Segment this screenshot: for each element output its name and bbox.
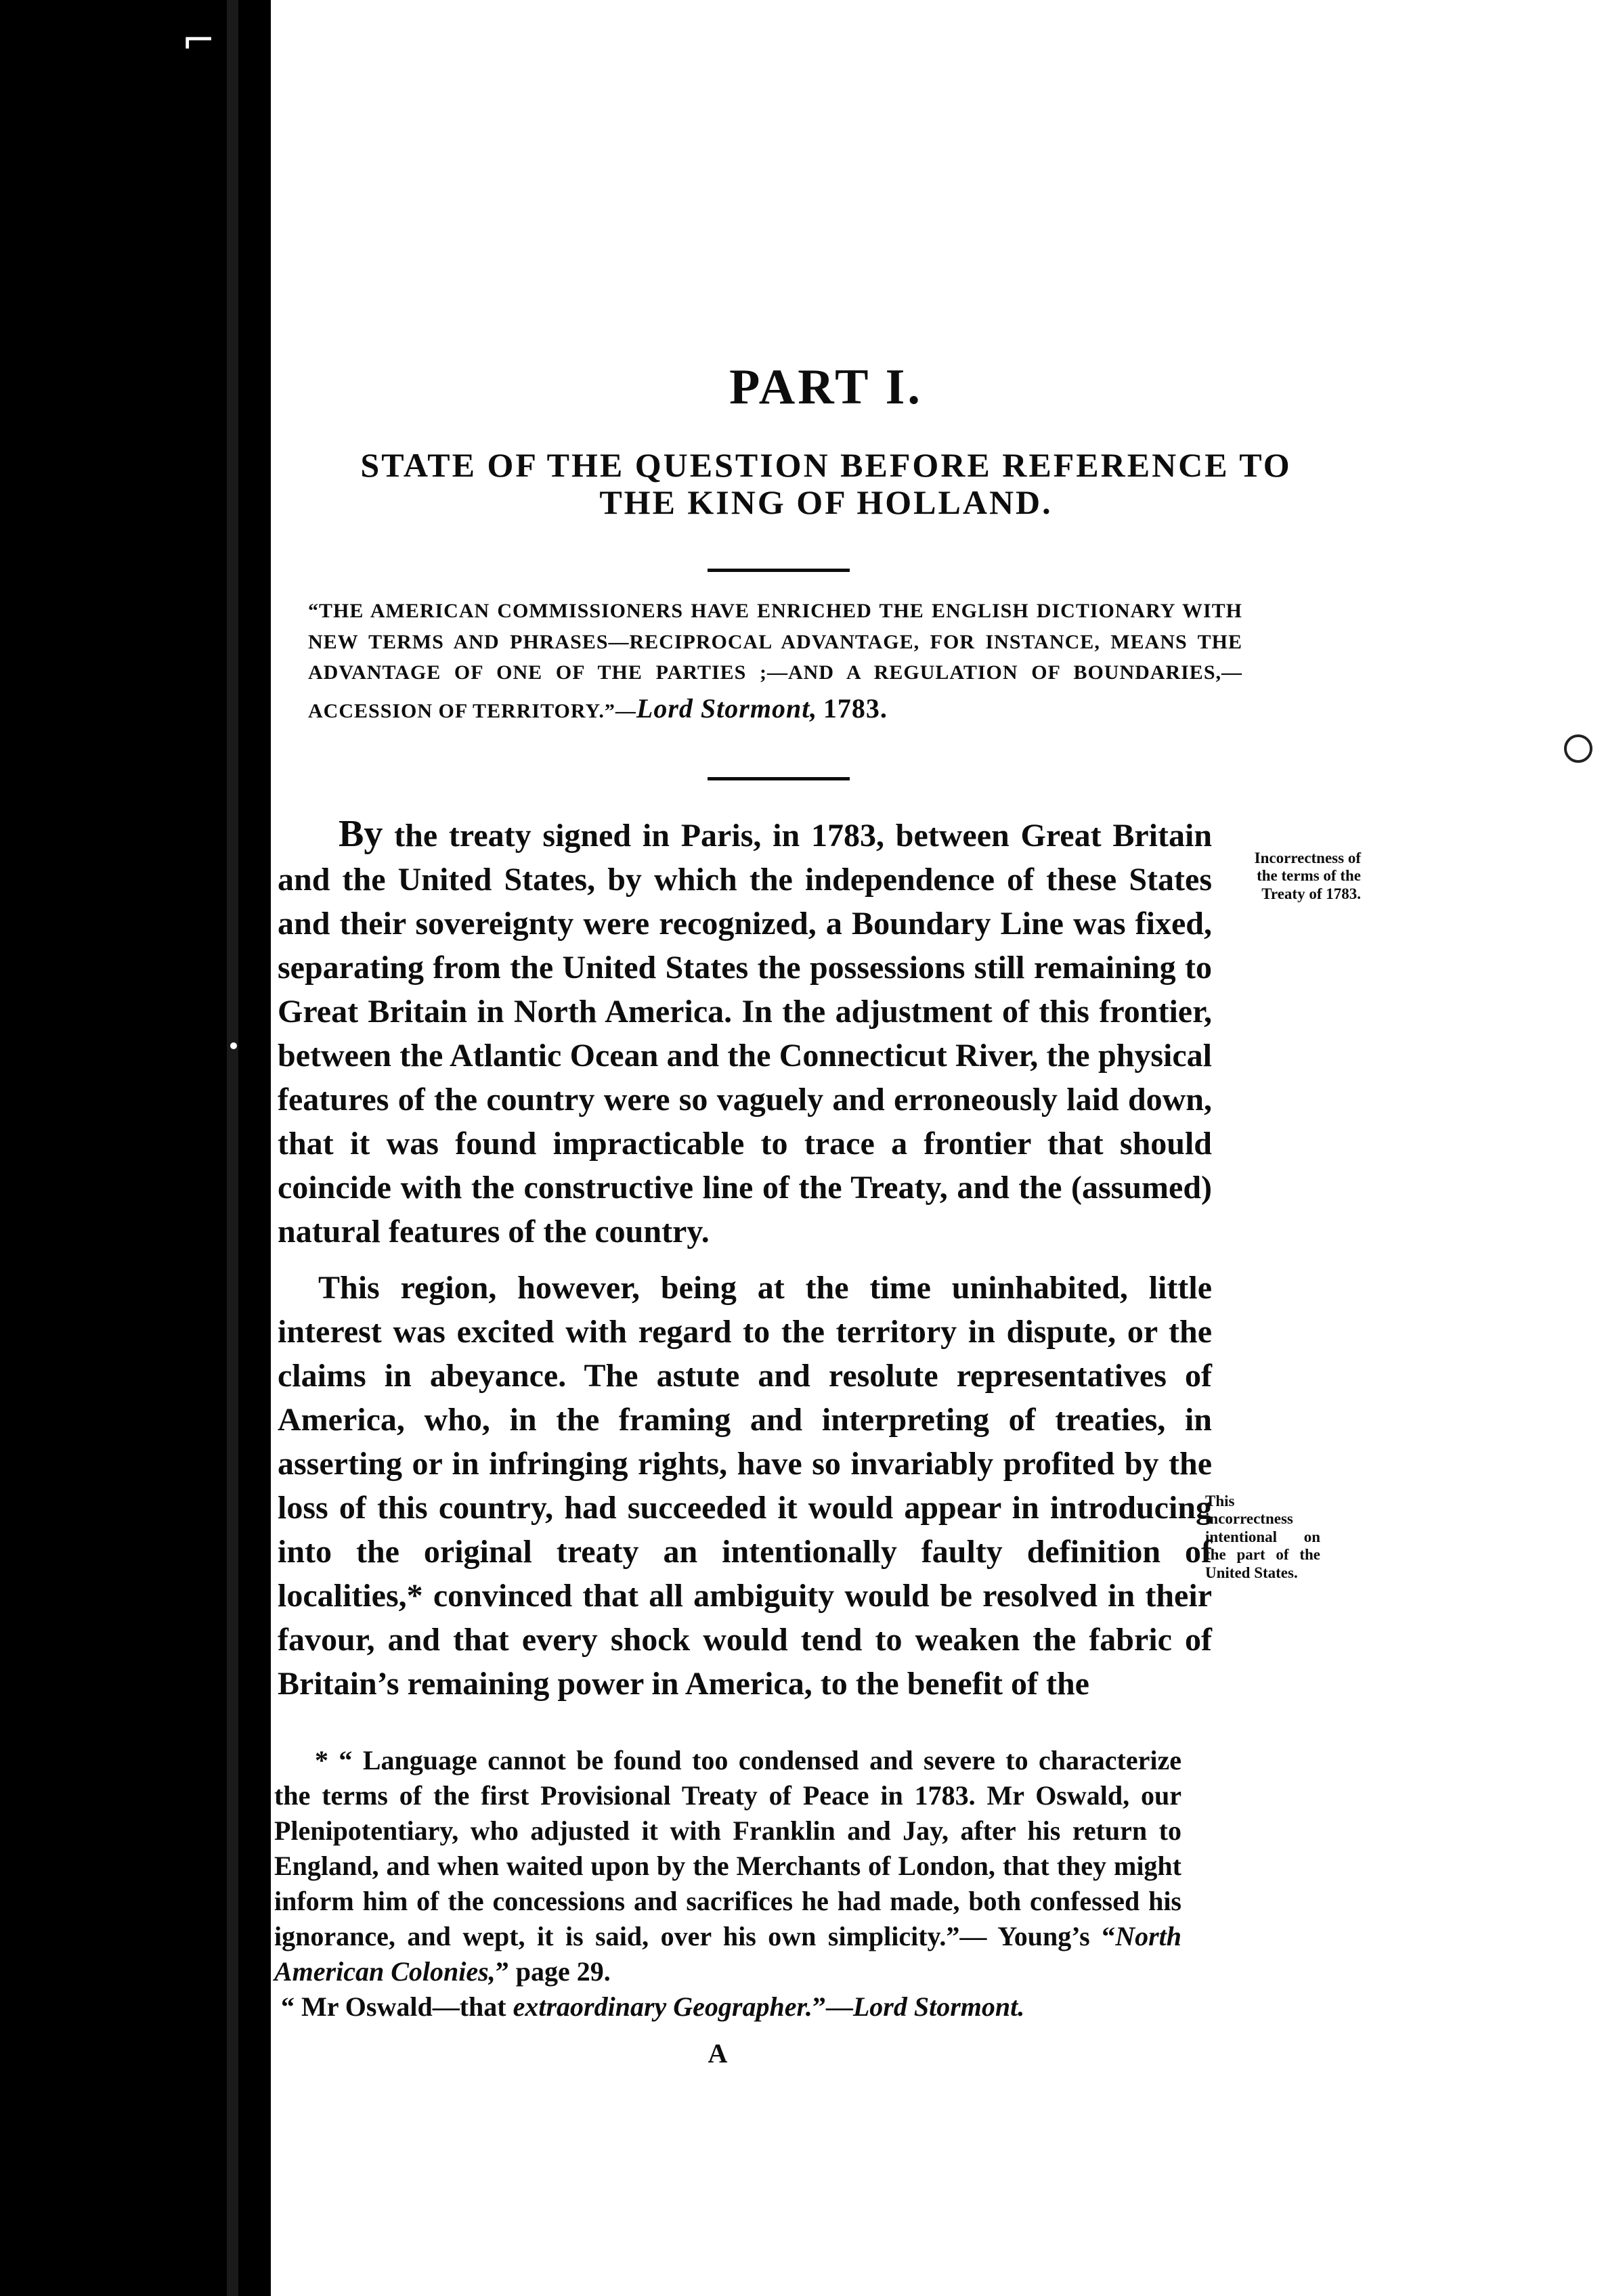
- footnote-author: Lord Stormont.: [852, 1991, 1025, 2022]
- epigraph-author: Lord Stormont,: [636, 692, 818, 724]
- epigraph: [308, 596, 1242, 730]
- paragraph-2: This region, however, being at the time uninhabited, little interest was excited with regard to the territory in dispute, or the claims in abeyance. The astute and resolute representatives of America, who, in the framing and interpreting of treaties, in asserting or in infringing rights, have so invariably profited by the loss of this country, had succeeded it would appear in introducing into the original treaty an intentionally faulty definition of localities,* convinced that all ambiguity would be resolved in their favour, and that every shock would tend to weaken the fabric of Britain’s remaining power in America, to the benefit of the: [278, 1270, 1212, 1702]
- part-heading: PART I.: [729, 359, 923, 415]
- footnote-oswald-italic: extraordinary Geographer.: [513, 1991, 812, 2022]
- epigraph-year: 1783.: [823, 692, 888, 724]
- paragraph-1-text: the treaty signed in Paris, in 1783, between Great Britain and the United States, by which the independence of these States and their sovereignty were recognized, a Boundary Line was fixed, separating from the United States the possessions still remaining to Great Britain in North America. In the adjustment of this frontier, between the Atlantic Ocean and the Connecticut River, the physical features of the country were so vaguely and erroneously laid down, that it was found impracticable to trace a frontier that should coincide with the constructive line of the Treaty, and the (assumed) natural features of the country.: [278, 818, 1213, 1250]
- section-heading: STATE OF THE QUESTION BEFORE REFERENCE TO THE KING OF HOLLAND.: [360, 446, 1292, 521]
- paragraph-1-lead: By: [339, 813, 383, 855]
- binding-hole: [1564, 734, 1592, 763]
- paragraph-1: [278, 812, 1212, 1254]
- sidenote-incorrectness: Incorrectness of the terms of the Treaty of 1783.: [1254, 849, 1361, 902]
- footnote: [274, 1743, 1181, 2025]
- footnote-book-title: North American Colonies,: [274, 1921, 1181, 1987]
- sidenote-intentional: This incorrectness intentional on the part of the United States.: [1205, 1493, 1320, 1581]
- footnote-page-ref: ” page 29.: [495, 1956, 611, 1987]
- divider-rule-bottom: [708, 777, 850, 780]
- footnote-dash: ”—: [812, 1991, 853, 2022]
- scan-artifact-mark: ⌐: [181, 17, 216, 64]
- footnote-quote-text: * “ Language cannot be found too condensed and severe to characterize the terms of the first Provisional Treaty of Peace in 1783. Mr Oswald, our Plenipotentiary, who adjusted it with Franklin and Jay, after his return to England, and when waited upon by the Merchants of London, that they might inform him of the concessions and sacrifices he had made, both confessed his ignorance, and wept, it is said, over his own simplicity.”— Young’s “: [274, 1745, 1181, 1951]
- divider-rule-top: [708, 569, 850, 572]
- footnote-oswald-text: “ Mr Oswald—that: [281, 1991, 513, 2022]
- epigraph-text: “THE AMERICAN COMMISSIONERS HAVE ENRICHED THE ENGLISH DICTIONARY WITH NEW TERMS AND PHRASES—RECIPROCAL ADVANTAGE, FOR INSTANCE, MEANS THE ADVANTAGE OF ONE OF THE PARTIES ;—AND A REGULATION OF BOUNDARIES,—ACCESSION OF TERRITORY.”—: [308, 600, 1242, 722]
- footnote-oswald: [274, 1989, 1181, 2025]
- scan-dark-margin: [0, 0, 271, 2296]
- signature-mark: A: [708, 2038, 728, 2069]
- scan-artifact-dot: [230, 1042, 237, 1049]
- footnote-quote: [274, 1743, 1181, 1989]
